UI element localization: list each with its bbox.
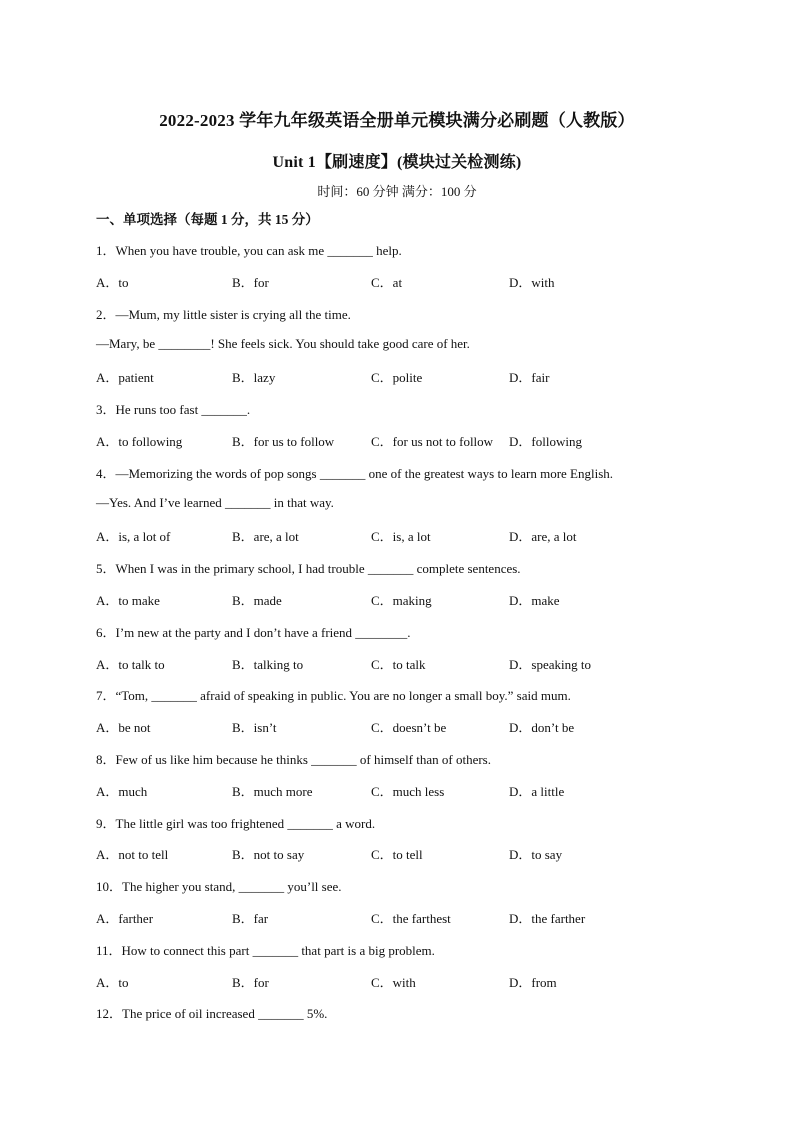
option-a: A．to <box>96 975 129 990</box>
option-d: D．the farther <box>509 911 586 926</box>
question-1-text: 1．When you have trouble, you can ask me _______ help. <box>96 243 402 258</box>
question-6-options <box>96 654 696 672</box>
question-7-text: 7．“Tom, _______ afraid of speaking in public. You are no longer a small boy.” said mum. <box>96 688 571 703</box>
option-d: D．from <box>509 975 557 990</box>
page-title: 2022-2023 学年九年级英语全册单元模块满分必刷题（人教版） <box>159 111 635 130</box>
option-c: C．making <box>371 593 432 608</box>
question-4-text-line-2: —Yes. And I’ve learned _______ in that way. <box>96 495 334 510</box>
option-b: B．far <box>232 911 269 926</box>
question-9-options <box>96 844 696 862</box>
option-b: B．for <box>232 275 269 290</box>
option-a: A．farther <box>96 911 154 926</box>
option-d: D．speaking to <box>509 657 591 672</box>
option-c: C．doesn’t be <box>371 720 447 735</box>
option-a: A．be not <box>96 720 151 735</box>
option-d: D．are, a lot <box>509 529 577 544</box>
option-b: B．talking to <box>232 657 304 672</box>
option-a: A．patient <box>96 370 154 385</box>
exam-meta: 时间：60 分钟 满分：100 分 <box>317 184 477 199</box>
question-12-text: 12．The price of oil increased _______ 5%. <box>96 1006 328 1021</box>
question-1-options <box>96 272 696 290</box>
option-c: C．the farthest <box>371 911 451 926</box>
question-8-options <box>96 781 696 799</box>
option-c: C．for us not to follow <box>371 434 494 449</box>
question-2-text: 2．—Mum, my little sister is crying all the time. <box>96 307 351 322</box>
option-c: C．much less <box>371 784 445 799</box>
option-d: D．fair <box>509 370 550 385</box>
option-c: C．is, a lot <box>371 529 431 544</box>
option-b: B．isn’t <box>232 720 277 735</box>
option-d: D．don’t be <box>509 720 575 735</box>
option-c: C．at <box>371 275 403 290</box>
option-b: B．for us to follow <box>232 434 335 449</box>
question-11-text: 11．How to connect this part _______ that part is a big problem. <box>96 943 435 958</box>
option-b: B．for <box>232 975 269 990</box>
question-2-options <box>96 367 696 385</box>
page-subtitle: Unit 1【刷速度】(模块过关检测练) <box>272 154 522 171</box>
option-c: C．polite <box>371 370 423 385</box>
option-a: A．to talk to <box>96 657 165 672</box>
option-d: D．with <box>509 275 555 290</box>
option-d: D．a little <box>509 784 565 799</box>
option-a: A．is, a lot of <box>96 529 171 544</box>
option-b: B．made <box>232 593 282 608</box>
question-10-options <box>96 908 696 926</box>
option-c: C．with <box>371 975 416 990</box>
question-8-text: 8．Few of us like him because he thinks _______ of himself than of others. <box>96 752 491 767</box>
question-10-text: 10．The higher you stand, _______ you’ll see. <box>96 879 342 894</box>
option-a: A．much <box>96 784 148 799</box>
option-b: B．lazy <box>232 370 276 385</box>
option-a: A．to <box>96 275 129 290</box>
section-title: 一、单项选择（每题 1 分，共 15 分） <box>96 212 319 227</box>
option-d: D．following <box>509 434 582 449</box>
option-b: B．not to say <box>232 847 305 862</box>
question-9-text: 9．The little girl was too frightened _______ a word. <box>96 816 376 831</box>
question-5-options <box>96 590 696 608</box>
question-11-options <box>96 972 696 990</box>
option-a: A．not to tell <box>96 847 169 862</box>
option-d: D．to say <box>509 847 563 862</box>
option-c: C．to tell <box>371 847 423 862</box>
question-6-text: 6．I’m new at the party and I don’t have a friend ________. <box>96 625 411 640</box>
option-a: A．to following <box>96 434 183 449</box>
option-b: B．much more <box>232 784 313 799</box>
option-a: A．to make <box>96 593 160 608</box>
option-c: C．to talk <box>371 657 426 672</box>
question-3-text: 3．He runs too fast _______. <box>96 402 251 417</box>
option-b: B．are, a lot <box>232 529 299 544</box>
question-5-text: 5．When I was in the primary school, I had trouble _______ complete sentences. <box>96 561 521 576</box>
question-4-text: 4．—Memorizing the words of pop songs _______ one of the greatest ways to learn more English. <box>96 466 614 481</box>
question-3-options <box>96 431 696 449</box>
question-4-options <box>96 526 696 544</box>
option-d: D．make <box>509 593 560 608</box>
question-2-text-line-2: —Mary, be ________! She feels sick. You should take good care of her. <box>96 336 470 351</box>
question-7-options <box>96 717 696 735</box>
